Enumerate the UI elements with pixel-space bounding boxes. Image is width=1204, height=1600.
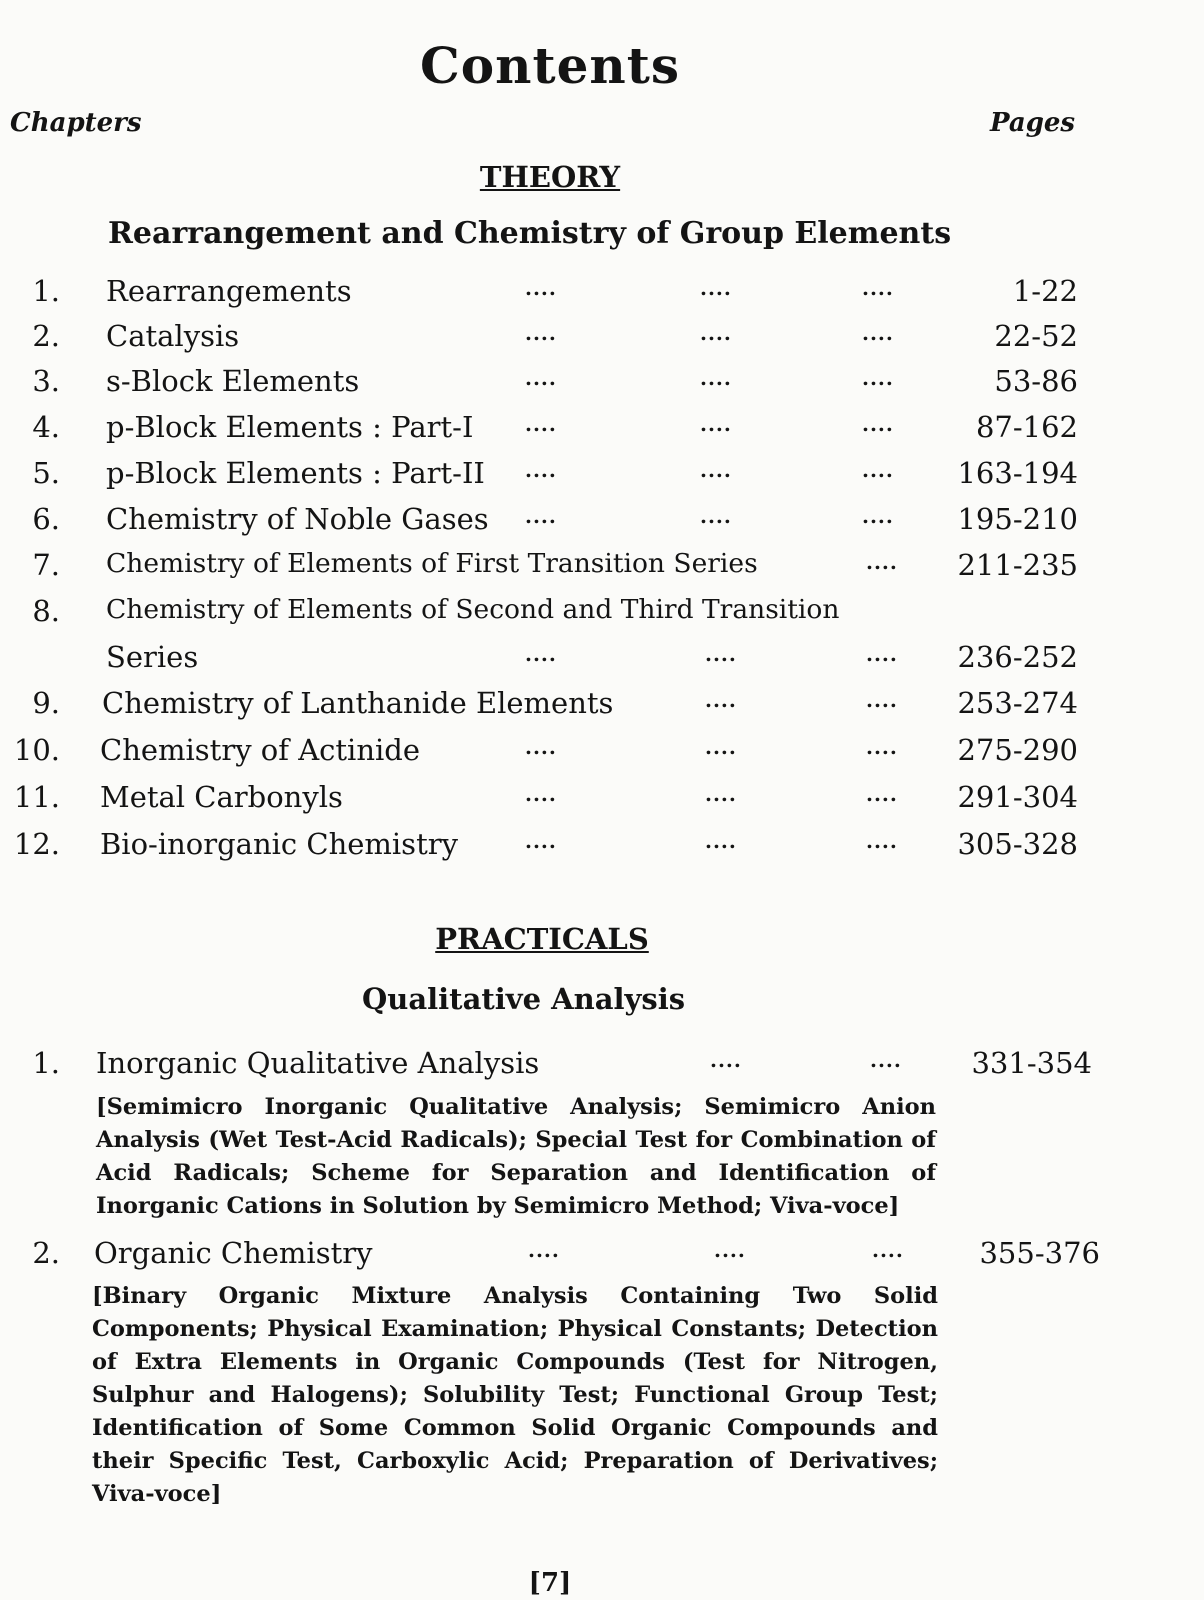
leader-dots: .... — [714, 1238, 746, 1262]
chapter-number: 6. — [32, 502, 60, 536]
practicals-section-heading: PRACTICALS — [435, 922, 649, 956]
chapter-number: 7. — [32, 548, 60, 582]
leader-dots: .... — [700, 504, 732, 528]
leader-dots: .... — [525, 366, 557, 390]
chapter-title: p-Block Elements : Part-I — [106, 410, 474, 444]
chapter-pages: 305-328 — [957, 827, 1078, 861]
leader-dots: .... — [862, 321, 894, 345]
leader-dots: .... — [705, 688, 737, 712]
chapter-pages: 22-52 — [994, 319, 1078, 353]
leader-dots: .... — [862, 412, 894, 436]
leader-dots: .... — [525, 321, 557, 345]
chapter-number: 10. — [13, 733, 60, 767]
leader-dots: .... — [700, 366, 732, 390]
chapter-number: 9. — [32, 686, 60, 720]
leader-dots: .... — [866, 829, 898, 853]
leader-dots: .... — [870, 1048, 902, 1072]
page-title: Contents — [419, 36, 680, 95]
chapter-pages: 253-274 — [957, 686, 1078, 720]
toc-row-1[interactable] — [0, 274, 1204, 320]
chapter-pages: 291-304 — [957, 780, 1078, 814]
practical-pages: 331-354 — [971, 1046, 1092, 1080]
chapter-pages: 236-252 — [957, 640, 1078, 674]
chapter-number: 8. — [32, 594, 60, 628]
chapter-title: Chemistry of Lanthanide Elements — [102, 686, 614, 720]
chapter-number: 2. — [32, 319, 60, 353]
toc-row-5[interactable] — [0, 456, 1204, 502]
chapter-pages: 87-162 — [975, 410, 1078, 444]
practical-number: 2. — [32, 1236, 60, 1270]
toc-row-4[interactable] — [0, 410, 1204, 456]
toc-row-3[interactable] — [0, 364, 1204, 410]
leader-dots: .... — [525, 829, 557, 853]
toc-row-8-continued[interactable] — [0, 640, 1204, 686]
chapter-number: 5. — [32, 456, 60, 490]
practical-title: Inorganic Qualitative Analysis — [96, 1046, 540, 1080]
chapter-number: 11. — [13, 780, 60, 814]
leader-dots: .... — [710, 1048, 742, 1072]
leader-dots: .... — [528, 1238, 560, 1262]
chapter-pages: 53-86 — [994, 364, 1078, 398]
chapter-title: Chemistry of Noble Gases — [106, 502, 489, 536]
leader-dots: .... — [525, 735, 557, 759]
leader-dots: .... — [872, 1238, 904, 1262]
chapter-number: 1. — [32, 274, 60, 308]
practicals-subtitle: Qualitative Analysis — [362, 982, 686, 1016]
chapter-pages: 275-290 — [957, 733, 1078, 767]
chapter-pages: 211-235 — [957, 548, 1078, 582]
practical-pages: 355-376 — [979, 1236, 1100, 1270]
leader-dots: .... — [525, 782, 557, 806]
leader-dots: .... — [700, 458, 732, 482]
leader-dots: .... — [862, 366, 894, 390]
practical-number: 1. — [32, 1046, 60, 1080]
chapter-title: Rearrangements — [106, 274, 352, 308]
theory-section-heading: THEORY — [479, 160, 621, 194]
toc-row-6[interactable] — [0, 502, 1204, 548]
chapter-pages: 1-22 — [1012, 274, 1078, 308]
leader-dots: .... — [525, 642, 557, 666]
leader-dots: .... — [862, 458, 894, 482]
chapter-title: Metal Carbonyls — [100, 780, 343, 814]
toc-row-12[interactable] — [0, 827, 1204, 873]
toc-row-2[interactable] — [0, 319, 1204, 365]
leader-dots: .... — [705, 829, 737, 853]
chapter-title: p-Block Elements : Part-II — [106, 456, 485, 490]
toc-row-11[interactable] — [0, 780, 1204, 826]
leader-dots: .... — [866, 550, 898, 574]
chapter-title: Catalysis — [106, 319, 240, 353]
chapters-column-header: Chapters — [10, 108, 142, 138]
leader-dots: .... — [700, 321, 732, 345]
practical-description: [Semimicro Inorganic Qualitative Analysis; Semimicro Anion Analysis (Wet Test-Acid Radicals); Special Test for Combination of Acid Radicals; Scheme for Separation and Identification of Inorganic Cations in Solution by Semimicro Method; Viva-voce] — [96, 1094, 936, 1219]
chapter-title: s-Block Elements — [106, 364, 360, 398]
practical-title: Organic Chemistry — [94, 1236, 373, 1270]
chapter-pages: 163-194 — [957, 456, 1078, 490]
leader-dots: .... — [525, 458, 557, 482]
practical-row-1[interactable] — [0, 1046, 1204, 1092]
leader-dots: .... — [866, 782, 898, 806]
pages-column-header: Pages — [990, 108, 1076, 138]
leader-dots: .... — [862, 276, 894, 300]
toc-row-9[interactable] — [0, 686, 1204, 732]
leader-dots: .... — [525, 412, 557, 436]
chapter-number: 4. — [32, 410, 60, 444]
page-number: [7] — [528, 1568, 572, 1598]
practical-description: [Binary Organic Mixture Analysis Containing Two Solid Components; Physical Examination; Physical Constants; Detection of Extra Elements in Organic Compounds (Test for Nitrogen, Sulphur and Halogens); Solubility Test; Functional Group Test; Identification of Some Common Solid Organic Compounds and their Specific Test, Carboxylic Acid; Preparation of Derivatives; Viva-voce] — [92, 1283, 938, 1507]
chapter-number: 3. — [32, 364, 60, 398]
chapter-title: Chemistry of Elements of Second and Third Transition — [106, 594, 840, 625]
chapter-title: Chemistry of Elements of First Transition Series — [106, 548, 758, 579]
chapter-title-continued: Series — [106, 640, 199, 674]
chapter-pages: 195-210 — [957, 502, 1078, 536]
toc-row-10[interactable] — [0, 733, 1204, 779]
chapter-title: Bio-inorganic Chemistry — [100, 827, 458, 861]
chapter-title: Chemistry of Actinide — [100, 733, 421, 767]
leader-dots: .... — [705, 642, 737, 666]
leader-dots: .... — [866, 642, 898, 666]
toc-row-7[interactable] — [0, 548, 1204, 594]
leader-dots: .... — [700, 276, 732, 300]
toc-row-8[interactable] — [0, 594, 1204, 640]
leader-dots: .... — [866, 688, 898, 712]
theory-subtitle: Rearrangement and Chemistry of Group Elements — [108, 216, 952, 251]
leader-dots: .... — [525, 504, 557, 528]
leader-dots: .... — [862, 504, 894, 528]
practical-row-2[interactable] — [0, 1236, 1204, 1282]
chapter-number: 12. — [13, 827, 60, 861]
leader-dots: .... — [525, 276, 557, 300]
leader-dots: .... — [866, 735, 898, 759]
leader-dots: .... — [705, 735, 737, 759]
leader-dots: .... — [700, 412, 732, 436]
leader-dots: .... — [705, 782, 737, 806]
